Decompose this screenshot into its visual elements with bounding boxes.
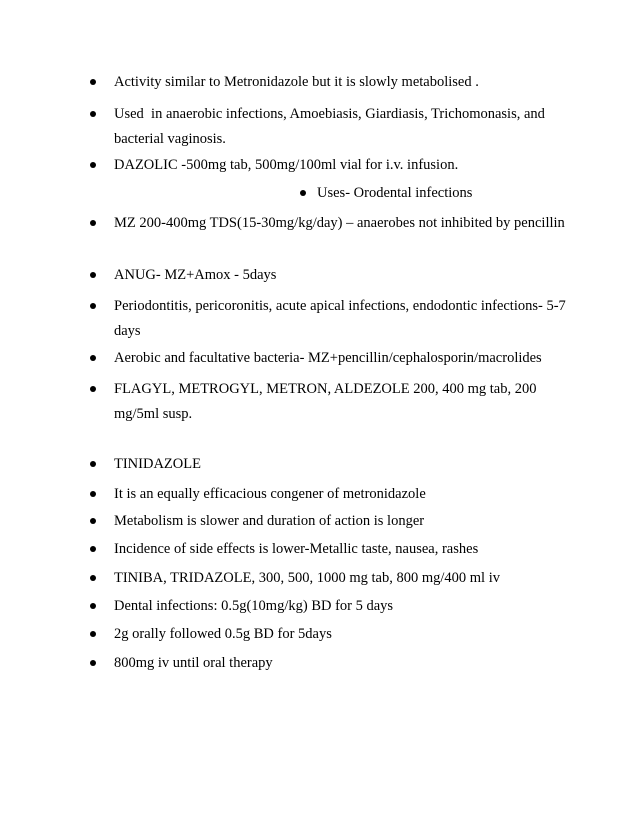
list-item-text: Dental infections: 0.5g(10mg/kg) BD for 5 days — [114, 598, 394, 614]
list-item — [90, 651, 570, 676]
bullet-icon — [90, 631, 96, 637]
list-item — [90, 153, 570, 178]
bullet-icon — [90, 603, 96, 609]
list-item — [90, 70, 570, 95]
list-item-text: Uses- Orodental infections — [317, 185, 473, 201]
list-item — [90, 622, 570, 647]
list-item-text: DAZOLIC -500mg tab, 500mg/100ml vial for i.v. infusion. — [114, 157, 459, 173]
list-item — [90, 102, 570, 152]
list-item — [90, 452, 570, 477]
bullet-icon — [90, 111, 96, 117]
list-item — [90, 294, 570, 344]
list-item — [90, 211, 570, 236]
bullet-icon — [90, 220, 96, 226]
list-item-text: TINIBA, TRIDAZOLE, 300, 500, 1000 mg tab, 800 mg/400 ml iv — [114, 570, 500, 586]
list-item-text: MZ 200-400mg TDS(15-30mg/kg/day) – anaerobes not inhibited by pencillin — [114, 215, 565, 231]
list-item-text: FLAGYL, METROGYL, METRON, ALDEZOLE 200, 400 mg tab, 200 mg/5ml susp. — [114, 381, 541, 422]
list-item-text: ANUG- MZ+Amox - 5days — [114, 267, 277, 283]
list-item — [90, 263, 570, 288]
list-item — [90, 377, 570, 427]
bullet-icon — [90, 660, 96, 666]
list-item — [90, 537, 570, 562]
list-item-text: Periodontitis, pericoronitis, acute apical infections, endodontic infections- 5-7 days — [114, 298, 570, 339]
bullet-icon — [90, 491, 96, 497]
bullet-icon — [90, 303, 96, 309]
list-item-text: 800mg iv until oral therapy — [114, 655, 273, 671]
list-item — [90, 509, 570, 534]
bullet-icon — [90, 546, 96, 552]
list-item — [90, 346, 570, 371]
list-item-centered — [300, 181, 472, 206]
list-item-text: It is an equally efficacious congener of metronidazole — [114, 486, 426, 502]
list-item-text: Activity similar to Metronidazole but it is slowly metabolised . — [114, 74, 479, 90]
list-item — [90, 482, 570, 507]
bullet-icon — [90, 386, 96, 392]
bullet-icon — [90, 162, 96, 168]
list-item-text: Aerobic and facultative bacteria- MZ+pencillin/cephalosporin/macrolides — [114, 350, 542, 366]
list-item-text: 2g orally followed 0.5g BD for 5days — [114, 626, 332, 642]
bullet-icon — [90, 79, 96, 85]
bullet-icon — [90, 272, 96, 278]
bullet-icon — [90, 518, 96, 524]
list-item-text: Metabolism is slower and duration of action is longer — [114, 513, 425, 529]
list-item — [90, 594, 570, 619]
bullet-icon — [300, 190, 306, 196]
bullet-icon — [90, 575, 96, 581]
bullet-icon — [90, 355, 96, 361]
list-item — [90, 566, 570, 591]
list-item-text: TINIDAZOLE — [114, 456, 201, 472]
list-item-text: Used in anaerobic infections, Amoebiasis, Giardiasis, Trichomonasis, and bacterial vaginosis. — [114, 106, 549, 147]
bullet-icon — [90, 461, 96, 467]
list-item-text: Incidence of side effects is lower-Metallic taste, nausea, rashes — [114, 541, 479, 557]
